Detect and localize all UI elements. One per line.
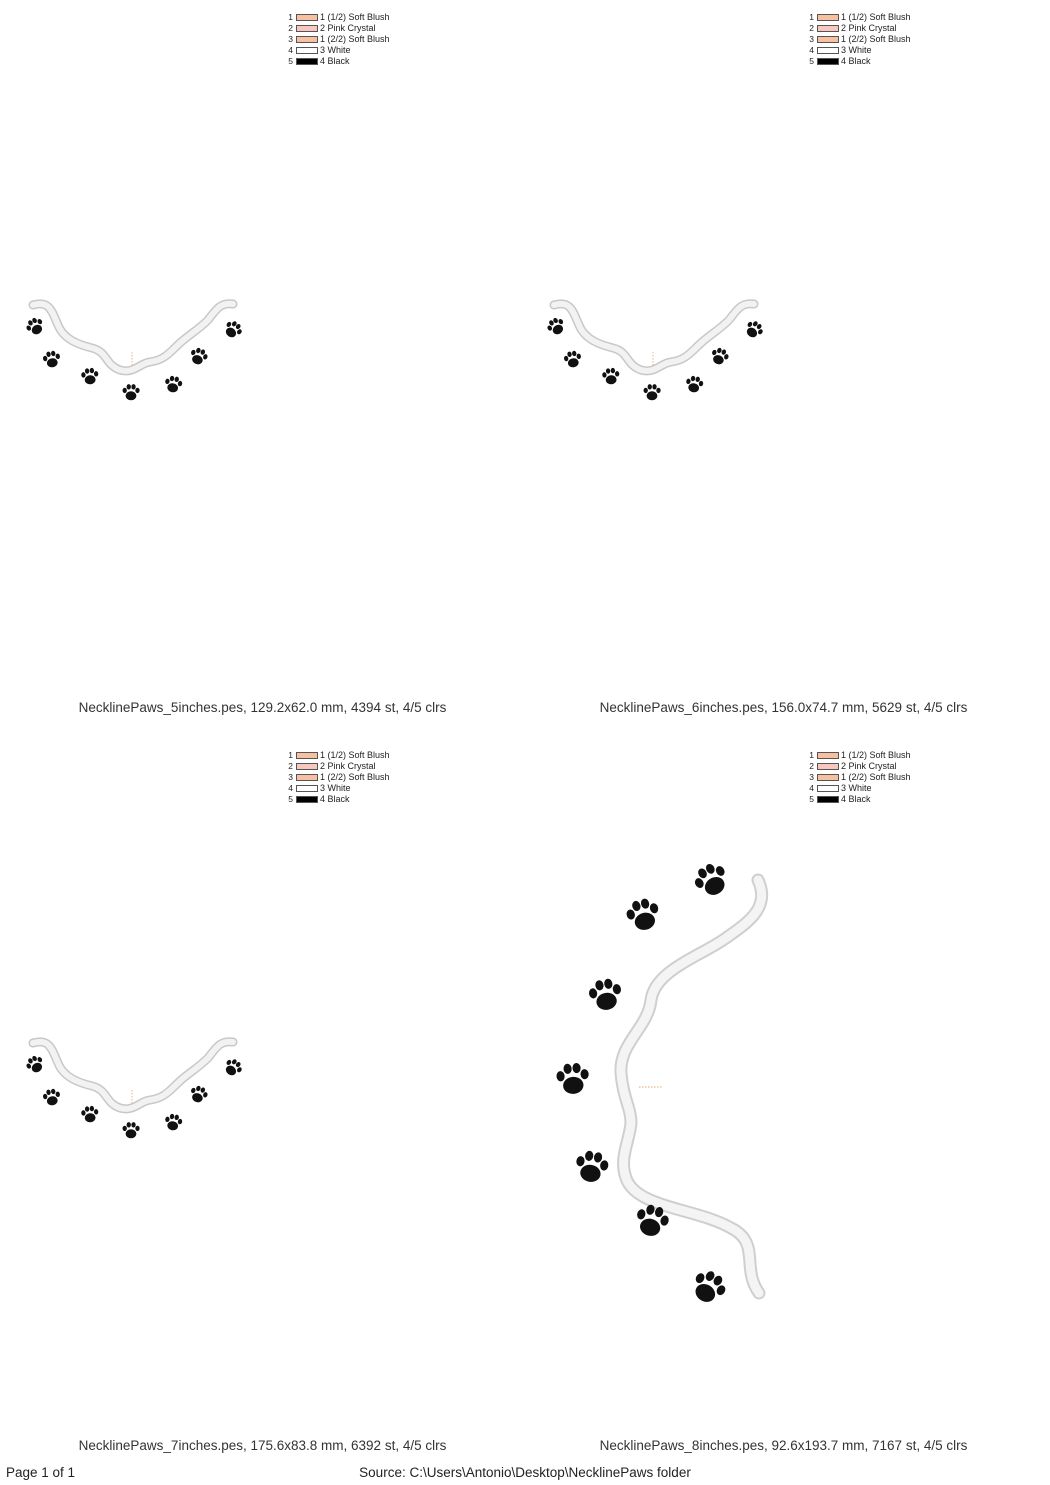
- legend-label: 3 White: [841, 783, 872, 793]
- legend-number: 1: [809, 750, 814, 760]
- design-panel-1: [0, 0, 525, 738]
- neckline-paws-design: [0, 0, 525, 700]
- paw-print: [709, 346, 731, 367]
- legend-label: 1 (1/2) Soft Blush: [841, 12, 911, 22]
- legend-number: 4: [288, 783, 293, 793]
- legend-number: 5: [809, 794, 814, 804]
- paw-print: [164, 375, 184, 394]
- paw-print: [42, 350, 62, 369]
- design-panel-3: [0, 738, 525, 1476]
- legend-label: 4 Black: [841, 794, 871, 804]
- paw-print: [644, 384, 661, 400]
- legend-label: 3 White: [320, 783, 351, 793]
- neckline-design-art: [545, 304, 766, 401]
- legend-number: 2: [809, 23, 814, 33]
- legend-label: 4 Black: [320, 794, 350, 804]
- legend-label: 1 (1/2) Soft Blush: [320, 750, 390, 760]
- legend-label: 2 Pink Crystal: [841, 23, 897, 33]
- legend-label: 4 Black: [320, 56, 350, 66]
- design-caption: NecklinePaws_6inches.pes, 156.0x74.7 mm, 5629 st, 4/5 clrs: [599, 700, 968, 715]
- paw-print: [42, 1088, 62, 1107]
- legend-label: 2 Pink Crystal: [841, 761, 897, 771]
- legend-number: 2: [288, 761, 293, 771]
- neckline-design-art: [24, 1042, 245, 1139]
- design-caption: NecklinePaws_5inches.pes, 129.2x62.0 mm, 4394 st, 4/5 clrs: [78, 700, 447, 715]
- legend-label: 2 Pink Crystal: [320, 761, 376, 771]
- legend-number: 2: [809, 761, 814, 771]
- page-number: Page 1 of 1: [6, 1465, 76, 1480]
- neckline-paws-design: [0, 738, 525, 1438]
- paw-print: [164, 1113, 184, 1132]
- paw-print: [687, 1266, 730, 1309]
- design-caption: NecklinePaws_7inches.pes, 175.6x83.8 mm, 6392 st, 4/5 clrs: [78, 1438, 447, 1453]
- legend-label: 3 White: [320, 45, 351, 55]
- legend-number: 4: [288, 45, 293, 55]
- paw-print: [587, 977, 624, 1013]
- legend-label: 1 (2/2) Soft Blush: [841, 34, 911, 44]
- legend-label: 1 (1/2) Soft Blush: [841, 750, 911, 760]
- paw-print: [221, 1056, 244, 1079]
- legend-number: 5: [809, 56, 814, 66]
- legend-label: 1 (2/2) Soft Blush: [320, 34, 390, 44]
- paw-print: [690, 859, 733, 902]
- legend-label: 1 (1/2) Soft Blush: [320, 12, 390, 22]
- neckline-design-art: [555, 859, 761, 1309]
- paw-print: [555, 1062, 590, 1095]
- legend-label: 2 Pink Crystal: [320, 23, 376, 33]
- paw-print: [545, 315, 568, 338]
- paw-print: [742, 318, 765, 341]
- paw-print: [24, 1053, 47, 1076]
- legend-number: 1: [809, 12, 814, 22]
- legend-number: 4: [809, 783, 814, 793]
- legend-number: 5: [288, 56, 293, 66]
- legend-number: 3: [809, 772, 814, 782]
- legend-number: 4: [809, 45, 814, 55]
- paw-print: [188, 346, 210, 367]
- paw-print: [563, 350, 583, 369]
- legend-label: 1 (2/2) Soft Blush: [320, 772, 390, 782]
- paw-print: [81, 1105, 99, 1123]
- neckline-paws-vertical-design: [521, 738, 1046, 1438]
- paw-print: [221, 318, 244, 341]
- paw-print: [123, 384, 140, 400]
- legend-number: 3: [288, 34, 293, 44]
- legend-number: 3: [288, 772, 293, 782]
- legend-number: 5: [288, 794, 293, 804]
- satin-band: [33, 1042, 233, 1109]
- paw-print: [123, 1122, 140, 1138]
- neckline-design-art: [24, 304, 245, 401]
- legend-label: 1 (2/2) Soft Blush: [841, 772, 911, 782]
- legend-label: 4 Black: [841, 56, 871, 66]
- satin-band: [33, 304, 233, 371]
- paw-print: [24, 315, 47, 338]
- paw-print: [81, 367, 99, 385]
- legend-number: 2: [288, 23, 293, 33]
- design-panel-2: [521, 0, 1046, 738]
- design-caption: NecklinePaws_8inches.pes, 92.6x193.7 mm, 7167 st, 4/5 clrs: [599, 1438, 968, 1453]
- paw-print: [685, 375, 705, 394]
- legend-number: 1: [288, 12, 293, 22]
- paw-print: [602, 367, 620, 385]
- paw-print: [188, 1084, 210, 1105]
- legend-number: 1: [288, 750, 293, 760]
- paw-print: [573, 1149, 610, 1185]
- design-panel-4: [521, 738, 1046, 1476]
- legend-label: 3 White: [841, 45, 872, 55]
- source-path: Source: C:\Users\Antonio\Desktop\NecklinePaws folder: [359, 1465, 691, 1480]
- paw-print: [624, 896, 663, 934]
- satin-band: [554, 304, 754, 371]
- neckline-paws-design: [521, 0, 1046, 700]
- legend-number: 3: [809, 34, 814, 44]
